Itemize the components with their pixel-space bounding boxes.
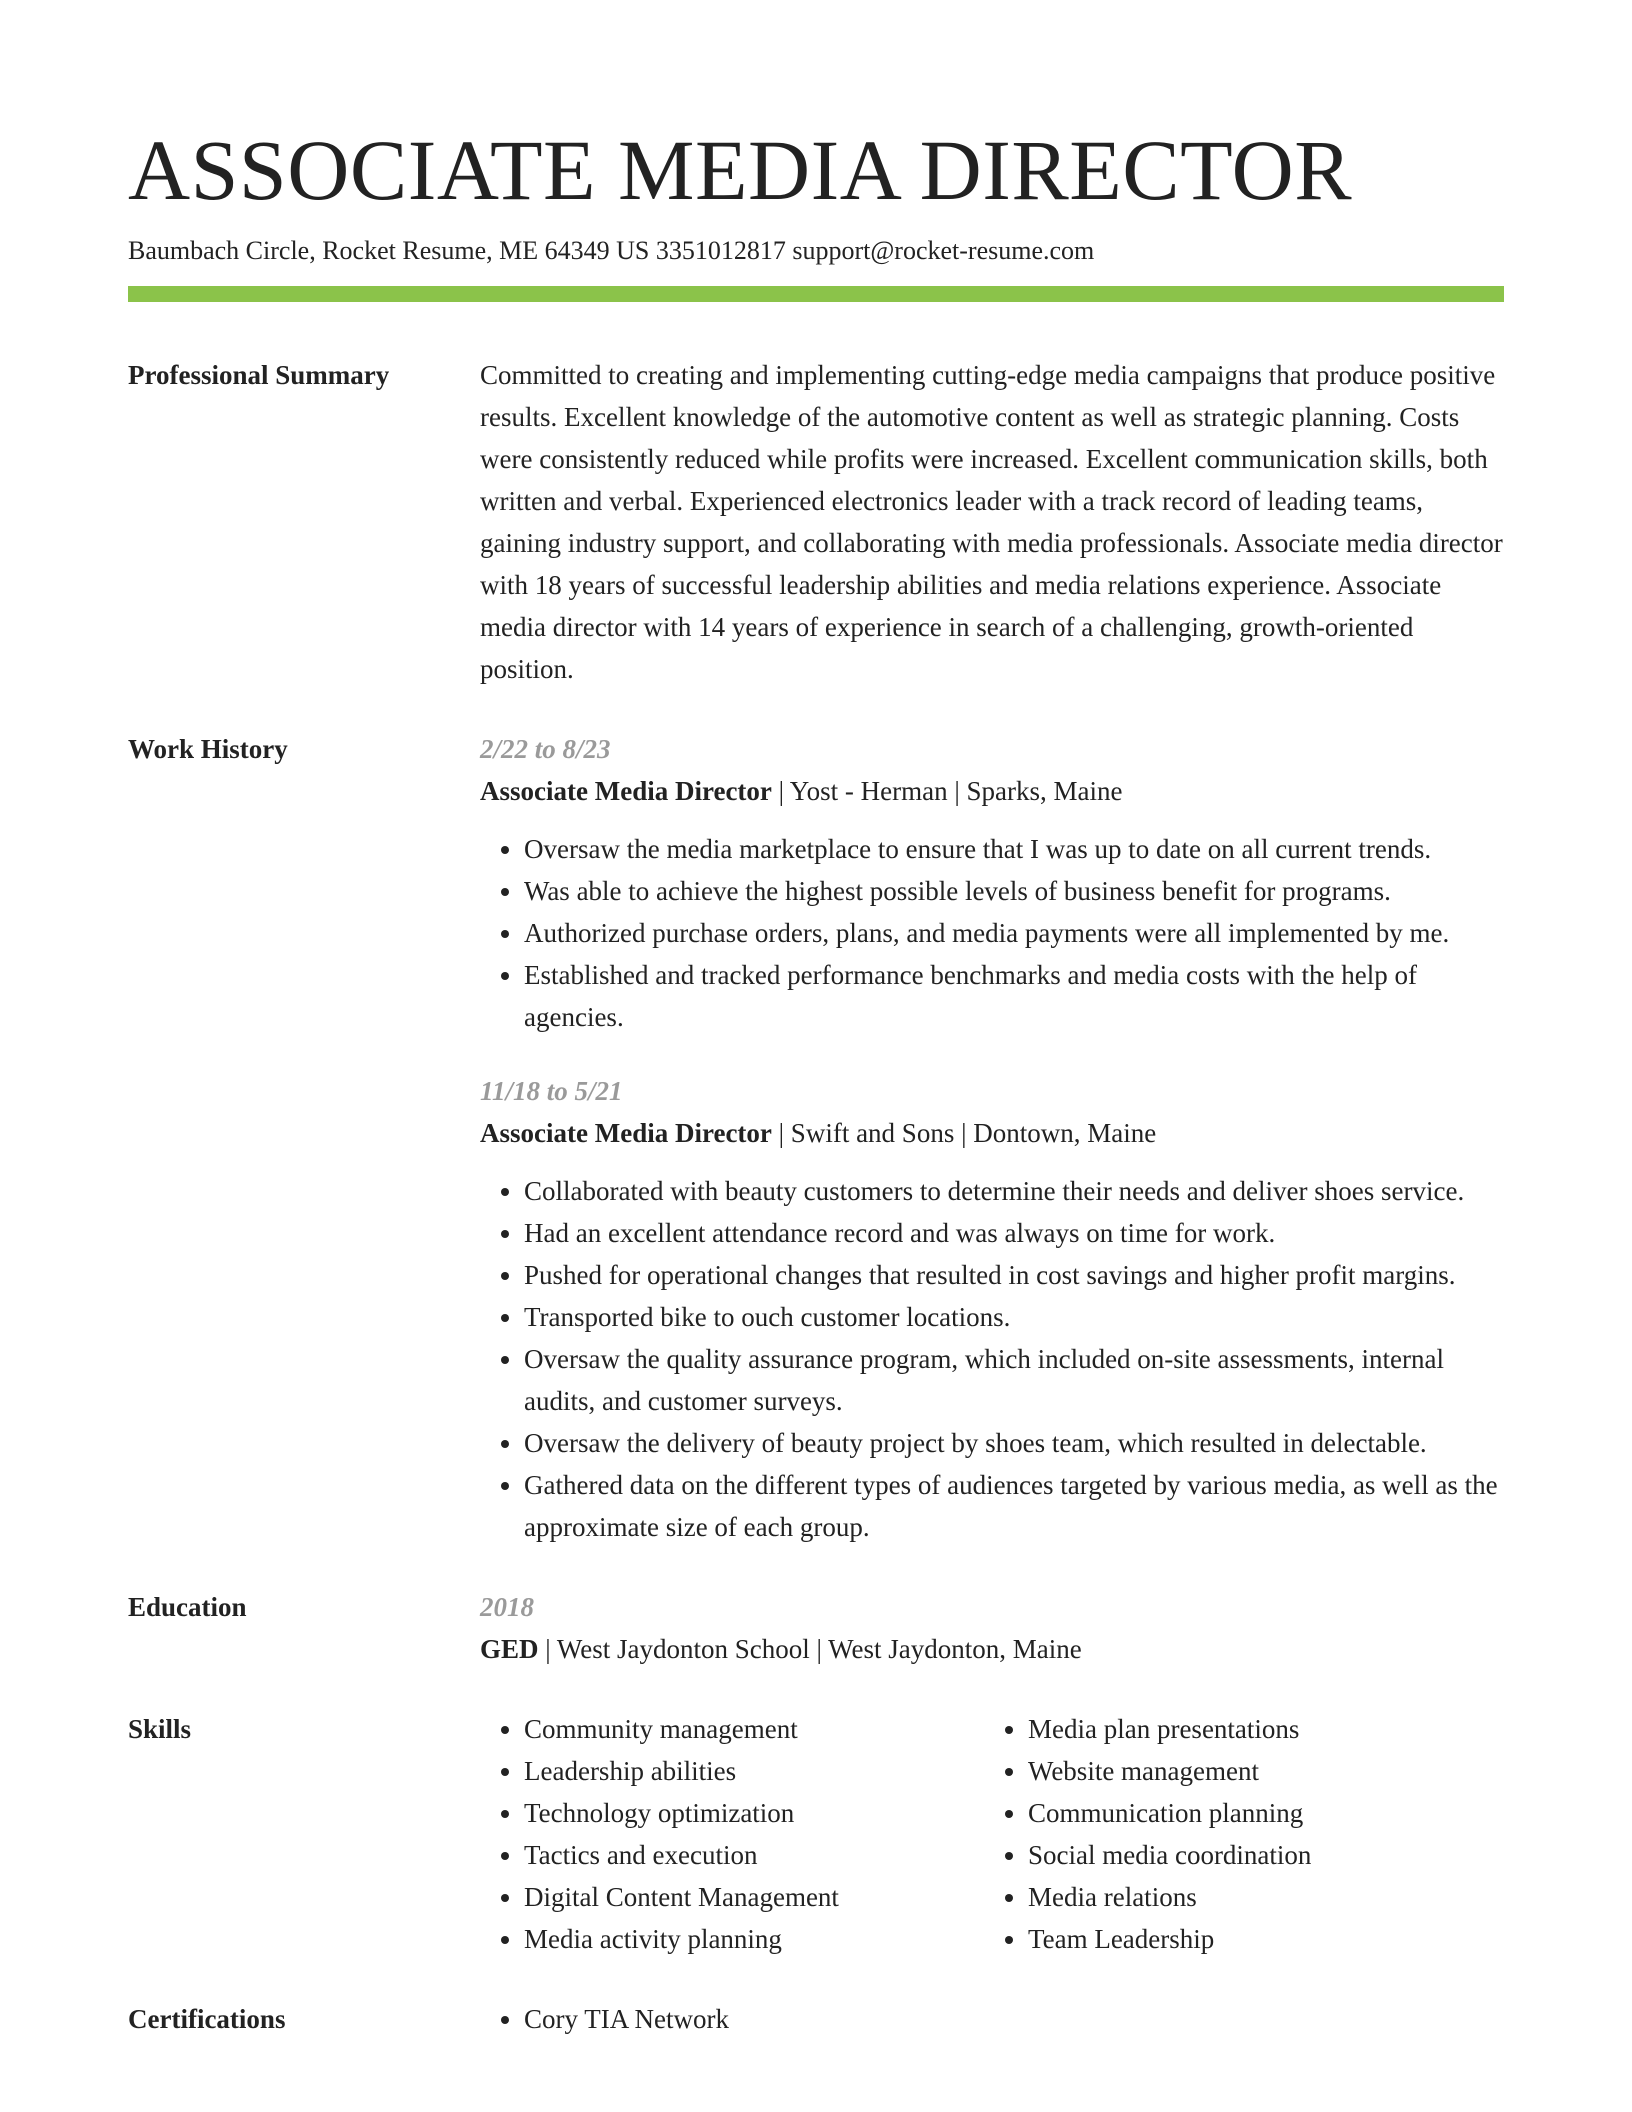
job-title: Associate Media Director xyxy=(480,776,772,806)
job-company-location: | Yost - Herman | Sparks, Maine xyxy=(771,776,1123,806)
work-history-body xyxy=(480,728,1504,1548)
summary-heading: Professional Summary xyxy=(128,360,390,390)
skill-item: • Tactics and execution xyxy=(524,1834,984,1876)
job-bullet: • Had an excellent attendance record and was always on time for work. xyxy=(524,1212,1504,1254)
job-entry xyxy=(480,1070,1504,1548)
skills-section xyxy=(128,1708,1504,1960)
skills-body xyxy=(480,1708,1504,1960)
job-bullet: • Pushed for operational changes that resulted in cost savings and higher profit margins. xyxy=(524,1254,1504,1296)
work-history-heading: Work History xyxy=(128,734,288,764)
skill-item: • Media activity planning xyxy=(524,1918,984,1960)
skills-heading: Skills xyxy=(128,1714,192,1744)
skill-item: • Digital Content Management xyxy=(524,1876,984,1918)
job-dates: 2/22 to 8/23 xyxy=(480,734,611,764)
resume-page xyxy=(128,118,1504,2040)
job-bullets xyxy=(480,828,1504,1038)
skills-list-left xyxy=(480,1708,984,1960)
certification-item: • Cory TIA Network xyxy=(524,1998,1504,2040)
job-bullet: • Authorized purchase orders, plans, and media payments were all implemented by me. xyxy=(524,912,1504,954)
education-section xyxy=(128,1586,1504,1670)
resume-title: ASSOCIATE MEDIA DIRECTOR xyxy=(128,122,1353,218)
skill-item: • Communication planning xyxy=(1028,1792,1488,1834)
job-bullet: • Oversaw the delivery of beauty project by shoes team, which resulted in delectable. xyxy=(524,1422,1504,1464)
contact-info: Baumbach Circle, Rocket Resume, ME 64349 US 3351012817 support@rocket-resume.com xyxy=(128,236,1095,265)
summary-body xyxy=(480,354,1504,690)
skills-columns xyxy=(480,1708,1504,1960)
skill-item: • Media plan presentations xyxy=(1028,1708,1488,1750)
job-bullets xyxy=(480,1170,1504,1548)
job-bullet: • Collaborated with beauty customers to determine their needs and deliver shoes service. xyxy=(524,1170,1504,1212)
education-degree: GED xyxy=(480,1634,539,1664)
skill-item: • Team Leadership xyxy=(1028,1918,1488,1960)
certifications-body xyxy=(480,1998,1504,2040)
skill-item: • Leadership abilities xyxy=(524,1750,984,1792)
job-title: Associate Media Director xyxy=(480,1118,772,1148)
certifications-section xyxy=(128,1998,1504,2040)
job-company-location: | Swift and Sons | Dontown, Maine xyxy=(771,1118,1157,1148)
skills-list-right xyxy=(984,1708,1488,1960)
summary-section xyxy=(128,354,1504,690)
job-bullet: • Gathered data on the different types of audiences targeted by various media, as well as the approximate size of each group. xyxy=(524,1464,1504,1548)
job-bullet: • Oversaw the quality assurance program, which included on-site assessments, internal audits, and customer surveys. xyxy=(524,1338,1504,1422)
job-entry xyxy=(480,728,1504,1038)
job-bullet: • Oversaw the media marketplace to ensure that I was up to date on all current trends. xyxy=(524,828,1504,870)
job-bullet: • Transported bike to ouch customer locations. xyxy=(524,1296,1504,1338)
education-year: 2018 xyxy=(480,1592,534,1622)
job-dates: 11/18 to 5/21 xyxy=(480,1076,623,1106)
education-body xyxy=(480,1586,1504,1670)
skill-item: • Social media coordination xyxy=(1028,1834,1488,1876)
certifications-heading: Certifications xyxy=(128,2004,286,2034)
job-bullet: • Established and tracked performance benchmarks and media costs with the help of agencies. xyxy=(524,954,1504,1038)
job-header xyxy=(480,1112,1504,1154)
education-school-location: | West Jaydonton School | West Jaydonton, Maine xyxy=(538,1634,1082,1664)
skill-item: • Community management xyxy=(524,1708,984,1750)
education-heading: Education xyxy=(128,1592,247,1622)
skill-item: • Technology optimization xyxy=(524,1792,984,1834)
education-line xyxy=(480,1628,1504,1670)
work-history-section xyxy=(128,728,1504,1548)
header-divider xyxy=(128,286,1504,302)
certifications-list xyxy=(480,1998,1504,2040)
job-bullet: • Was able to achieve the highest possible levels of business benefit for programs. xyxy=(524,870,1504,912)
summary-text: Committed to creating and implementing cutting-edge media campaigns that produce positive results. Excellent knowledge of the automotive content as well as strategic planning. Costs were consistently reduced while profits were increased. Excellent communication skills, both written and verbal. Experienced electronics leader with a track record of leading teams, gaining industry support, and collaborating with media professionals. Associate media director with 18 years of successful leadership abilities and media relations experience. Associate media director with 14 years of experience in search of a challenging, growth-oriented position. xyxy=(480,360,1503,684)
skill-item: • Website management xyxy=(1028,1750,1488,1792)
job-header xyxy=(480,770,1504,812)
skill-item: • Media relations xyxy=(1028,1876,1488,1918)
